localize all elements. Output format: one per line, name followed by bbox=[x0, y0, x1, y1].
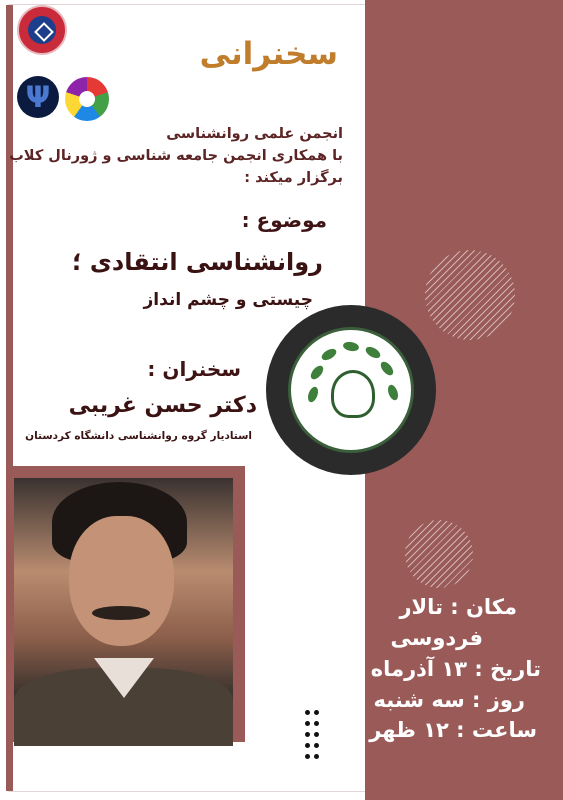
psi-icon: Ψ bbox=[17, 76, 59, 118]
journal-club-logo bbox=[65, 77, 109, 121]
intro-line-3: برگزار میکند : bbox=[244, 170, 343, 186]
topic-subtitle: چیستی و چشم انداز bbox=[143, 290, 313, 310]
day-line: روز : سه شنبه bbox=[373, 688, 525, 712]
topic-label: موضوع : bbox=[241, 208, 327, 232]
poster-title: سخنرانی bbox=[199, 36, 338, 72]
university-logo bbox=[17, 5, 67, 55]
decor-lined-circle-top bbox=[425, 250, 515, 340]
topic-main: روانشناسی انتقادی ؛ bbox=[71, 248, 323, 276]
intro-line-2: با همکاری انجمن جامعه شناسی و ژورنال کلاب bbox=[9, 148, 343, 164]
knot-icon bbox=[34, 22, 54, 42]
date-line: تاریخ : ۱۳ آذرماه bbox=[370, 657, 541, 681]
speaker-title: استادیار گروه روانشناسی دانشگاه کردستان bbox=[25, 430, 252, 442]
place-line-2: فردوسی bbox=[390, 626, 483, 650]
speaker-photo bbox=[14, 478, 233, 746]
dots-decoration-icon bbox=[305, 710, 320, 770]
decor-lined-circle-bottom bbox=[405, 520, 473, 588]
time-line: ساعت : ۱۲ ظهر bbox=[369, 718, 537, 742]
intro-text bbox=[9, 123, 343, 189]
intro-line-1: انجمن علمی روانشناسی bbox=[166, 126, 343, 142]
place-line-1: مکان : تالار bbox=[399, 595, 517, 619]
speaker-name: دکتر حسن غریبی bbox=[68, 393, 257, 418]
psychology-association-emblem bbox=[288, 327, 414, 453]
speakers-label: سخنران : bbox=[147, 357, 241, 381]
head-icon bbox=[331, 370, 375, 418]
